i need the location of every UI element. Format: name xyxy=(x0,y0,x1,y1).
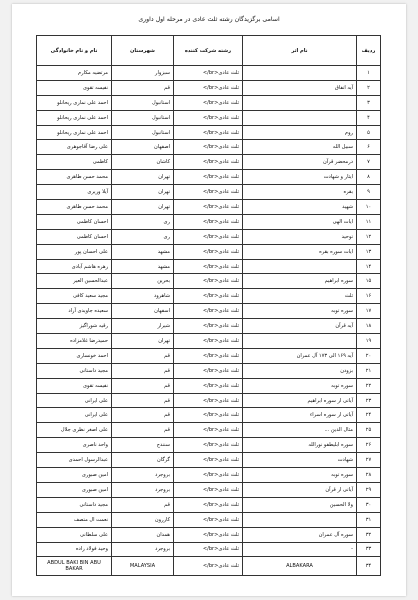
discipline: ثلث عادی<br/> xyxy=(174,304,243,319)
row-number: ۵ xyxy=(357,125,381,140)
table-row xyxy=(37,393,381,408)
row-number: ۲۴ xyxy=(357,408,381,423)
city: استانبول xyxy=(112,110,174,125)
table-row xyxy=(37,497,381,512)
row-number: ۷ xyxy=(357,155,381,170)
work-title xyxy=(243,110,357,125)
work-title: شهادت xyxy=(243,453,357,468)
table-row xyxy=(37,244,381,259)
row-number: ۱۰ xyxy=(357,200,381,215)
row-number: ۱ xyxy=(357,66,381,81)
row-number: ۲۵ xyxy=(357,423,381,438)
table-row xyxy=(37,140,381,155)
row-number: ۱۷ xyxy=(357,304,381,319)
work-title: - xyxy=(243,542,357,557)
row-number: ۲۶ xyxy=(357,438,381,453)
discipline: ثلث عادی<br/> xyxy=(174,319,243,334)
discipline: ثلث عادی<br/> xyxy=(174,110,243,125)
discipline: ثلث عادی<br/> xyxy=(174,378,243,393)
row-number: ۱۸ xyxy=(357,319,381,334)
city: استانبول xyxy=(112,95,174,110)
row-number: ۴ xyxy=(357,110,381,125)
discipline: ثلث عادی<br/> xyxy=(174,229,243,244)
table-row xyxy=(37,170,381,185)
table-row xyxy=(37,453,381,468)
discipline: ثلث عادی<br/> xyxy=(174,185,243,200)
table-row xyxy=(37,289,381,304)
work-title: سوره توبه xyxy=(243,378,357,393)
discipline: ثلث عادی<br/> xyxy=(174,289,243,304)
header-row xyxy=(37,36,381,66)
table-row xyxy=(37,185,381,200)
city: سنندج xyxy=(112,438,174,453)
city: بروجرد xyxy=(112,468,174,483)
table-row xyxy=(37,304,381,319)
full-name: مجید داستانی xyxy=(37,363,112,378)
full-name: محمد حسن طاهری xyxy=(37,200,112,215)
work-title: سوره ابلیطفو نورالله xyxy=(243,438,357,453)
full-name: احسان کاظمی xyxy=(37,214,112,229)
row-number: ۱۱ xyxy=(357,214,381,229)
discipline: ثلث عادی<br/> xyxy=(174,453,243,468)
row-number: ۱۲ xyxy=(357,229,381,244)
full-name: علی اصغر نظری جلال xyxy=(37,423,112,438)
city: تهران xyxy=(112,170,174,185)
work-title: روم xyxy=(243,125,357,140)
discipline: ثلث عادی<br/> xyxy=(174,527,243,542)
full-name: حمیدرضا غلامزاده xyxy=(37,334,112,349)
row-number: ۲۲ xyxy=(357,378,381,393)
discipline: ثلث عادی<br/> xyxy=(174,274,243,289)
discipline: ثلث عادی<br/> xyxy=(174,125,243,140)
table-row xyxy=(37,348,381,363)
city: ری xyxy=(112,214,174,229)
full-name: علی سلطانی xyxy=(37,527,112,542)
city: بروجرد xyxy=(112,542,174,557)
row-number: ۲۳ xyxy=(357,393,381,408)
city: قم xyxy=(112,378,174,393)
discipline: ثلث عادی<br/> xyxy=(174,393,243,408)
work-title: سوره ابراهیم xyxy=(243,274,357,289)
discipline: ثلث عادی<br/> xyxy=(174,170,243,185)
row-number: ۱۶ xyxy=(357,289,381,304)
full-name: احمد علی نمازی ریحانلو xyxy=(37,110,112,125)
work-title xyxy=(243,512,357,527)
discipline: ثلث عادی<br/> xyxy=(174,348,243,363)
city: اصفهان xyxy=(112,140,174,155)
full-name: نفیسه تقوی xyxy=(37,378,112,393)
city: همدان xyxy=(112,527,174,542)
work-title: درمحضر قرآن xyxy=(243,155,357,170)
row-number: ۸ xyxy=(357,170,381,185)
city: شاهرود xyxy=(112,289,174,304)
table-row xyxy=(37,319,381,334)
table-body xyxy=(37,66,381,576)
city: بحرین xyxy=(112,274,174,289)
work-title: سبیل الله xyxy=(243,140,357,155)
table-row xyxy=(37,200,381,215)
discipline: ثلث عادی<br/> xyxy=(174,438,243,453)
full-name: مجید داستانی xyxy=(37,497,112,512)
full-name: نعمت ال متصف xyxy=(37,512,112,527)
full-name: مرتضیه مکارم xyxy=(37,66,112,81)
table-row xyxy=(37,214,381,229)
discipline: ثلث عادی<br/> xyxy=(174,512,243,527)
discipline: ثلث عادی<br/> xyxy=(174,95,243,110)
table-row xyxy=(37,155,381,170)
city: تهران xyxy=(112,185,174,200)
row-number: ۳۱ xyxy=(357,512,381,527)
table-row xyxy=(37,334,381,349)
row-number: ۲۰ xyxy=(357,348,381,363)
discipline: ثلث عادی<br/> xyxy=(174,155,243,170)
full-name: محمد حسن طاهری xyxy=(37,170,112,185)
row-number: ۹ xyxy=(357,185,381,200)
work-title: ولا الحسین xyxy=(243,497,357,512)
work-title xyxy=(243,334,357,349)
work-title: آیاتی از سوره ابراهیم xyxy=(243,393,357,408)
full-name: سعیده جاویدی آزاد xyxy=(37,304,112,319)
table-row xyxy=(37,95,381,110)
discipline: ثلث عادی<br/> xyxy=(174,408,243,423)
full-name: علی ایرانی xyxy=(37,408,112,423)
table-row xyxy=(37,378,381,393)
full-name: احسان کاظمی xyxy=(37,229,112,244)
full-name: واحد ناصری xyxy=(37,438,112,453)
full-name: عبدالرسول احمدی xyxy=(37,453,112,468)
discipline: ثلث عادی<br/> xyxy=(174,214,243,229)
table-row xyxy=(37,423,381,438)
full-name: احمد خونساری xyxy=(37,348,112,363)
work-title: ایات الهی xyxy=(243,214,357,229)
document-caption: اسامی برگزیدگان رشته ثلث عادی در مرحله اول داوری xyxy=(138,16,280,23)
row-number: ۶ xyxy=(357,140,381,155)
table-row xyxy=(37,229,381,244)
discipline: ثلث عادی<br/> xyxy=(174,497,243,512)
full-name: رقیه شوراگیز xyxy=(37,319,112,334)
city: تهران xyxy=(112,200,174,215)
table-row xyxy=(37,274,381,289)
header-discipline: رشته شرکت کننده xyxy=(174,36,243,66)
full-name: کاظمی xyxy=(37,155,112,170)
discipline: ثلث عادی<br/> xyxy=(174,468,243,483)
row-number: ۲۹ xyxy=(357,482,381,497)
discipline: ثلث عادی<br/> xyxy=(174,140,243,155)
table-row xyxy=(37,512,381,527)
city: گرگان xyxy=(112,453,174,468)
city: ری xyxy=(112,229,174,244)
table-row xyxy=(37,66,381,81)
row-number: ۲۱ xyxy=(357,363,381,378)
work-title: آیه قرآن xyxy=(243,319,357,334)
city: سبزوار xyxy=(112,66,174,81)
discipline: ثلث عادی<br/> xyxy=(174,557,243,575)
discipline: ثلث عادی<br/> xyxy=(174,259,243,274)
table-row xyxy=(37,363,381,378)
table-row xyxy=(37,408,381,423)
work-title: توحید xyxy=(243,229,357,244)
city: قم xyxy=(112,408,174,423)
work-title xyxy=(243,259,357,274)
city: اسفهان xyxy=(112,304,174,319)
city: قم xyxy=(112,497,174,512)
city: قم xyxy=(112,363,174,378)
discipline: ثلث عادی<br/> xyxy=(174,482,243,497)
work-title: ایثار و شهادت xyxy=(243,170,357,185)
table-row xyxy=(37,125,381,140)
city: بروجرد xyxy=(112,482,174,497)
header-full-name: نام و نام خانوادگی xyxy=(37,36,112,66)
full-name: احمد علی نمازی ریحانلو xyxy=(37,125,112,140)
row-number: ۳۳ xyxy=(357,542,381,557)
full-name: عبدالحسین العیر xyxy=(37,274,112,289)
header-city: شهرستان xyxy=(112,36,174,66)
full-name: زهره هاشم آبادی xyxy=(37,259,112,274)
work-title: آیاتی از قرآن xyxy=(243,482,357,497)
city: قم xyxy=(112,423,174,438)
row-number: ۱۹ xyxy=(357,334,381,349)
city: کاشان xyxy=(112,155,174,170)
full-name: ABDUL BAKI BIN ABU BAKAR xyxy=(37,557,112,575)
city: MALAYSIA xyxy=(112,557,174,575)
city: قم xyxy=(112,348,174,363)
row-number: ۱۳ xyxy=(357,244,381,259)
discipline: ثلث عادی<br/> xyxy=(174,334,243,349)
full-name: مجید سعید کافی xyxy=(37,289,112,304)
city: تهران xyxy=(112,334,174,349)
work-title xyxy=(243,95,357,110)
city: مشهد xyxy=(112,259,174,274)
full-name: احمد علی نمازی ریحانلو xyxy=(37,95,112,110)
city: کازرون xyxy=(112,512,174,527)
work-title: آیه اتفاق xyxy=(243,80,357,95)
full-name: علی رضا آقاجوهری xyxy=(37,140,112,155)
work-title xyxy=(243,66,357,81)
discipline: ثلث عادی<br/> xyxy=(174,244,243,259)
document-page xyxy=(12,4,406,596)
city: استانبول xyxy=(112,125,174,140)
header-row-number: ردیف xyxy=(357,36,381,66)
work-title: بقره xyxy=(243,185,357,200)
table-row xyxy=(37,110,381,125)
table-row xyxy=(37,482,381,497)
work-title: سوره توبه xyxy=(243,468,357,483)
full-name: امین صبوری xyxy=(37,482,112,497)
city: مشهد xyxy=(112,244,174,259)
work-title: سوره توبه xyxy=(243,304,357,319)
work-title: مثال الذین ... xyxy=(243,423,357,438)
work-title: ثلث xyxy=(243,289,357,304)
row-number: ۲۷ xyxy=(357,453,381,468)
winners-table xyxy=(36,35,381,576)
full-name: آیلا وزیری xyxy=(37,185,112,200)
table-row xyxy=(37,80,381,95)
row-number: ۳ xyxy=(357,95,381,110)
full-name: نفیسه تقوی xyxy=(37,80,112,95)
full-name: علی ایرانی xyxy=(37,393,112,408)
full-name: علی احسان پور xyxy=(37,244,112,259)
work-title: سوره آل عمران xyxy=(243,527,357,542)
discipline: ثلث عادی<br/> xyxy=(174,423,243,438)
row-number: ۳۰ xyxy=(357,497,381,512)
row-number: ۱۵ xyxy=(357,274,381,289)
row-number: ۲۸ xyxy=(357,468,381,483)
table-row xyxy=(37,542,381,557)
table-row xyxy=(37,557,381,575)
table-row xyxy=(37,527,381,542)
work-title: ایات سوره بقره xyxy=(243,244,357,259)
work-title: آیاتی از سوره اسراء xyxy=(243,408,357,423)
row-number: ۱۴ xyxy=(357,259,381,274)
table-row xyxy=(37,259,381,274)
discipline: ثلث عادی<br/> xyxy=(174,80,243,95)
work-title: ALBAKARA xyxy=(243,557,357,575)
row-number: ۳۴ xyxy=(357,557,381,575)
row-number: ۳۲ xyxy=(357,527,381,542)
table-row xyxy=(37,438,381,453)
discipline: ثلث عادی<br/> xyxy=(174,542,243,557)
full-name: امین صبوری xyxy=(37,468,112,483)
full-name: وحید فولاد زاده xyxy=(37,542,112,557)
table-header xyxy=(37,36,381,66)
work-title: شهید xyxy=(243,200,357,215)
city: قم xyxy=(112,80,174,95)
work-title: آیه ۱۶۹ الی ۱۷۳ آل عمران xyxy=(243,348,357,363)
discipline: ثلث عادی<br/> xyxy=(174,363,243,378)
row-number: ۲ xyxy=(357,80,381,95)
city: شیراز xyxy=(112,319,174,334)
header-work-title: نام اثر xyxy=(243,36,357,66)
table-row xyxy=(37,468,381,483)
city: قم xyxy=(112,393,174,408)
discipline: ثلث عادی<br/> xyxy=(174,200,243,215)
discipline: ثلث عادی<br/> xyxy=(174,66,243,81)
work-title: بزودن xyxy=(243,363,357,378)
